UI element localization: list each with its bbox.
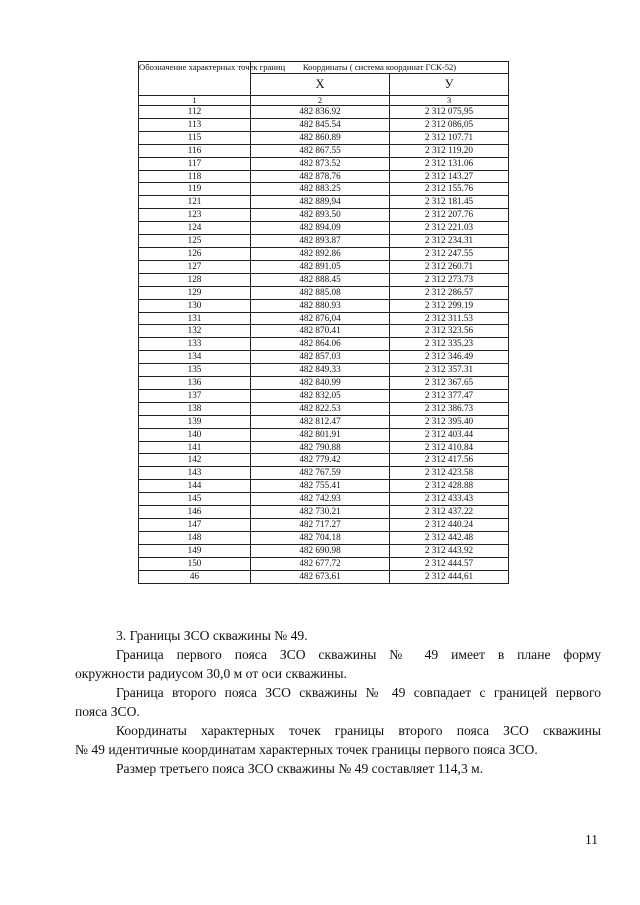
x-coordinate-cell: 482 857.03 — [251, 351, 390, 364]
point-id-cell: 145 — [139, 493, 251, 506]
point-id-cell: 143 — [139, 467, 251, 480]
y-coordinate-cell: 2 312 377.47 — [390, 389, 509, 402]
point-id-cell: 126 — [139, 247, 251, 260]
x-coordinate-cell: 482 832.05 — [251, 389, 390, 402]
table-row — [139, 235, 509, 248]
x-coordinate-cell: 482 690.98 — [251, 544, 390, 557]
x-coordinate-cell: 482 876,04 — [251, 312, 390, 325]
table-row — [139, 312, 509, 325]
point-id-cell: 129 — [139, 286, 251, 299]
paragraph-3-line-1: Координаты характерных точек границы второго пояса ЗСО скважины — [116, 723, 601, 738]
point-id-cell: 136 — [139, 377, 251, 390]
y-coordinate-cell: 2 312 403.44 — [390, 428, 509, 441]
y-coordinate-cell: 2 312 386.73 — [390, 402, 509, 415]
x-coordinate-cell: 482 704.18 — [251, 531, 390, 544]
point-id-cell: 125 — [139, 235, 251, 248]
point-id-cell: 113 — [139, 118, 251, 131]
table-row — [139, 531, 509, 544]
x-coordinate-cell: 482 717.27 — [251, 519, 390, 532]
x-coordinate-cell: 482 812.47 — [251, 415, 390, 428]
point-id-cell: 121 — [139, 196, 251, 209]
y-coordinate-cell: 2 312 143.27 — [390, 170, 509, 183]
point-id-cell: 133 — [139, 338, 251, 351]
table-row — [139, 506, 509, 519]
point-id-cell: 132 — [139, 325, 251, 338]
y-coordinate-cell: 2 312 299.19 — [390, 299, 509, 312]
point-id-cell: 137 — [139, 389, 251, 402]
paragraph-1-line-2: окружности радиусом 30,0 м от оси скважины. — [75, 666, 347, 681]
x-coordinate-cell: 482 883.25 — [251, 183, 390, 196]
y-coordinate-cell: 2 312 286.57 — [390, 286, 509, 299]
point-id-cell: 150 — [139, 557, 251, 570]
x-coordinate-cell: 482 742.93 — [251, 493, 390, 506]
y-coordinate-cell: 2 312 357.31 — [390, 364, 509, 377]
table-row — [139, 170, 509, 183]
y-coordinate-cell: 2 312 155.76 — [390, 183, 509, 196]
table-row — [139, 364, 509, 377]
y-coordinate-cell: 2 312 444.57 — [390, 557, 509, 570]
table-row — [139, 415, 509, 428]
column-number: 3 — [390, 96, 509, 106]
table-row — [139, 157, 509, 170]
table-row — [139, 118, 509, 131]
table-row — [139, 480, 509, 493]
x-coordinate-cell: 482 893.50 — [251, 209, 390, 222]
table-row — [139, 286, 509, 299]
point-id-cell: 148 — [139, 531, 251, 544]
x-coordinate-cell: 482 860.89 — [251, 131, 390, 144]
point-id-cell: 140 — [139, 428, 251, 441]
table-row — [139, 183, 509, 196]
point-id-cell: 131 — [139, 312, 251, 325]
table-row — [139, 544, 509, 557]
y-coordinate-cell: 2 312 181.45 — [390, 196, 509, 209]
paragraph-3-line-2: № 49 идентичные координатам характерных точек границы первого пояса ЗСО. — [75, 742, 538, 757]
y-coordinate-cell: 2 312 335.23 — [390, 338, 509, 351]
point-id-cell: 141 — [139, 441, 251, 454]
y-coordinate-cell: 2 312 443.92 — [390, 544, 509, 557]
table-row — [139, 131, 509, 144]
x-coordinate-cell: 482 889,94 — [251, 196, 390, 209]
point-id-cell: 139 — [139, 415, 251, 428]
x-coordinate-cell: 482 845.54 — [251, 118, 390, 131]
y-coordinate-cell: 2 312 444,61 — [390, 570, 509, 583]
table-row — [139, 570, 509, 583]
point-id-cell: 138 — [139, 402, 251, 415]
y-coordinate-cell: 2 312 395.40 — [390, 415, 509, 428]
y-coordinate-cell: 2 312 323.56 — [390, 325, 509, 338]
point-id-cell: 46 — [139, 570, 251, 583]
point-id-cell: 112 — [139, 106, 251, 119]
header-points: Обозначение характерных точек границ — [139, 62, 251, 96]
point-id-cell: 117 — [139, 157, 251, 170]
x-coordinate-cell: 482 755.41 — [251, 480, 390, 493]
paragraph-2-line-1: Граница второго пояса ЗСО скважины № 49 совпадает с границей первого — [116, 685, 601, 700]
point-id-cell: 135 — [139, 364, 251, 377]
table-row — [139, 377, 509, 390]
point-id-cell: 127 — [139, 260, 251, 273]
point-id-cell: 115 — [139, 131, 251, 144]
table-row — [139, 351, 509, 364]
x-coordinate-cell: 482 888.45 — [251, 273, 390, 286]
table-row — [139, 222, 509, 235]
y-coordinate-cell: 2 312 075,95 — [390, 106, 509, 119]
y-coordinate-cell: 2 312 086,05 — [390, 118, 509, 131]
y-coordinate-cell: 2 312 433.43 — [390, 493, 509, 506]
table-row — [139, 260, 509, 273]
table-row — [139, 428, 509, 441]
point-id-cell: 116 — [139, 144, 251, 157]
x-coordinate-cell: 482 873.52 — [251, 157, 390, 170]
x-coordinate-cell: 482 894.09 — [251, 222, 390, 235]
y-coordinate-cell: 2 312 442.48 — [390, 531, 509, 544]
page-number: 11 — [585, 832, 598, 847]
point-id-cell: 146 — [139, 506, 251, 519]
x-coordinate-cell: 482 893.87 — [251, 235, 390, 248]
y-coordinate-cell: 2 312 207.76 — [390, 209, 509, 222]
point-id-cell: 147 — [139, 519, 251, 532]
x-coordinate-cell: 482 801.91 — [251, 428, 390, 441]
y-coordinate-cell: 2 312 423.58 — [390, 467, 509, 480]
table-row — [139, 106, 509, 119]
x-coordinate-cell: 482 822.53 — [251, 402, 390, 415]
header-coordinates: Координаты ( система координат ГСК-52) — [251, 62, 509, 74]
y-coordinate-cell: 2 312 440.24 — [390, 519, 509, 532]
x-coordinate-cell: 482 677.72 — [251, 557, 390, 570]
x-coordinate-cell: 482 870.41 — [251, 325, 390, 338]
header-y: У — [390, 74, 509, 96]
x-coordinate-cell: 482 779.42 — [251, 454, 390, 467]
paragraph-2-line-2: пояса ЗСО. — [75, 704, 140, 719]
y-coordinate-cell: 2 312 247.55 — [390, 247, 509, 260]
point-id-cell: 149 — [139, 544, 251, 557]
table-row — [139, 325, 509, 338]
x-coordinate-cell: 482 878.76 — [251, 170, 390, 183]
y-coordinate-cell: 2 312 428.88 — [390, 480, 509, 493]
x-coordinate-cell: 482 867.55 — [251, 144, 390, 157]
x-coordinate-cell: 482 892.86 — [251, 247, 390, 260]
x-coordinate-cell: 482 885.08 — [251, 286, 390, 299]
table-row — [139, 209, 509, 222]
y-coordinate-cell: 2 312 131.06 — [390, 157, 509, 170]
x-coordinate-cell: 482 730.21 — [251, 506, 390, 519]
point-id-cell: 123 — [139, 209, 251, 222]
x-coordinate-cell: 482 840.99 — [251, 377, 390, 390]
table-row — [139, 402, 509, 415]
point-id-cell: 124 — [139, 222, 251, 235]
paragraph-1-line-1: Граница первого пояса ЗСО скважины № 49 имеет в плане форму — [116, 647, 601, 662]
table-row — [139, 247, 509, 260]
x-coordinate-cell: 482 673.61 — [251, 570, 390, 583]
x-coordinate-cell: 482 880.93 — [251, 299, 390, 312]
coordinates-table — [138, 61, 509, 584]
y-coordinate-cell: 2 312 119.20 — [390, 144, 509, 157]
y-coordinate-cell: 2 312 107.71 — [390, 131, 509, 144]
x-coordinate-cell: 482 891.05 — [251, 260, 390, 273]
column-number: 1 — [139, 96, 251, 106]
column-number: 2 — [251, 96, 390, 106]
y-coordinate-cell: 2 312 234.31 — [390, 235, 509, 248]
y-coordinate-cell: 2 312 273.73 — [390, 273, 509, 286]
table-row — [139, 441, 509, 454]
table-row — [139, 389, 509, 402]
y-coordinate-cell: 2 312 346.49 — [390, 351, 509, 364]
point-id-cell: 130 — [139, 299, 251, 312]
table-row — [139, 196, 509, 209]
x-coordinate-cell: 482 836.92 — [251, 106, 390, 119]
y-coordinate-cell: 2 312 260.71 — [390, 260, 509, 273]
point-id-cell: 134 — [139, 351, 251, 364]
table-row — [139, 273, 509, 286]
table-row — [139, 454, 509, 467]
x-coordinate-cell: 482 864.06 — [251, 338, 390, 351]
y-coordinate-cell: 2 312 311.53 — [390, 312, 509, 325]
table-row — [139, 144, 509, 157]
table-row — [139, 519, 509, 532]
header-x: X — [251, 74, 390, 96]
point-id-cell: 142 — [139, 454, 251, 467]
point-id-cell: 128 — [139, 273, 251, 286]
section-heading: 3. Границы ЗСО скважины № 49. — [116, 628, 308, 643]
x-coordinate-cell: 482 790.88 — [251, 441, 390, 454]
table-row — [139, 467, 509, 480]
y-coordinate-cell: 2 312 221.03 — [390, 222, 509, 235]
x-coordinate-cell: 482 849.33 — [251, 364, 390, 377]
y-coordinate-cell: 2 312 367.65 — [390, 377, 509, 390]
table-row — [139, 493, 509, 506]
point-id-cell: 118 — [139, 170, 251, 183]
paragraph-4: Размер третьего пояса ЗСО скважины № 49 составляет 114,3 м. — [116, 761, 484, 776]
y-coordinate-cell: 2 312 437.22 — [390, 506, 509, 519]
table-row — [139, 557, 509, 570]
y-coordinate-cell: 2 312 410.84 — [390, 441, 509, 454]
y-coordinate-cell: 2 312 417.56 — [390, 454, 509, 467]
column-number-row — [139, 96, 509, 106]
point-id-cell: 119 — [139, 183, 251, 196]
point-id-cell: 144 — [139, 480, 251, 493]
table-row — [139, 338, 509, 351]
table-row — [139, 299, 509, 312]
x-coordinate-cell: 482 767.59 — [251, 467, 390, 480]
